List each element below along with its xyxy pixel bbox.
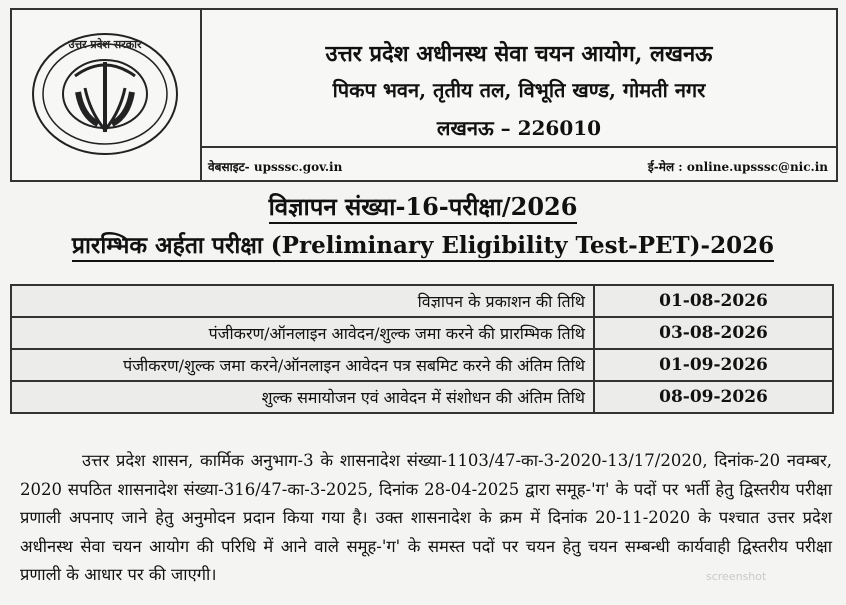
city-pincode: लखनऊ – 226010 [436, 116, 602, 140]
contact-strip [202, 146, 836, 180]
date-label: पंजीकरण/ऑनलाइन आवेदन/शुल्क जमा करने की प्रारम्भिक तिथि [11, 317, 594, 349]
watermark: screenshot [706, 570, 767, 583]
organization-name: उत्तर प्रदेश अधीनस्थ सेवा चयन आयोग, लखनऊ [325, 41, 713, 67]
date-label: शुल्क समायोजन एवं आवेदन में संशोधन की अंतिम तिथि [11, 381, 594, 413]
advertisement-number: विज्ञापन संख्या-16-परीक्षा/2026 [0, 190, 846, 223]
exam-title: प्रारम्भिक अर्हता परीक्षा (Preliminary Eligibility Test-PET)-2026 [0, 228, 846, 260]
table-row [11, 317, 833, 349]
table-row [11, 381, 833, 413]
table-row [11, 349, 833, 381]
date-value: 03-08-2026 [594, 317, 833, 349]
date-label: विज्ञापन के प्रकाशन की तिथि [11, 285, 594, 317]
date-value: 08-09-2026 [594, 381, 833, 413]
date-value: 01-09-2026 [594, 349, 833, 381]
address-line: पिकप भवन, तृतीय तल, विभूति खण्ड, गोमती नगर [332, 78, 706, 102]
table-row [11, 285, 833, 317]
notice-paragraph: उत्तर प्रदेश शासन, कार्मिक अनुभाग-3 के शासनादेश संख्या-1103/47-का-3-2020-13/17/2020, दिनांक-20 नवम्बर, 2020 सपठित शासनादेश संख्या-316/47-का-3-2025, दिनांक 28-04-2025 द्वारा समूह-'ग' के पदों पर भर्ती हेतु द्विस्तरीय परीक्षा प्रणाली अपनाए जाने हेतु अनुमोदन प्रदान किया गया है। उक्त शासनादेश के क्रम में दिनांक 20-11-2020 के पश्चात उत्तर प्रदेश अधीनस्थ सेवा चयन आयोग की परिधि में आने वाले समूह-'ग' के समस्त पदों पर चयन हेतु चयन सम्बन्धी कार्यवाही द्विस्तरीय परीक्षा प्रणाली के आधार पर की जाएगी। [20, 451, 832, 584]
up-government-emblem [30, 32, 180, 156]
email-link[interactable]: ई-मेल : online.upsssc@nic.in [647, 160, 828, 174]
logo-text: उत्तर प्रदेश सरकार [68, 38, 142, 51]
logo-cell [12, 10, 202, 180]
date-label: पंजीकरण/शुल्क जमा करने/ऑनलाइन आवेदन पत्र सबमिट करने की अंतिम तिथि [11, 349, 594, 381]
important-dates-table [10, 284, 834, 414]
website-link[interactable]: वेबसाइट- upsssc.gov.in [208, 160, 343, 174]
date-value: 01-08-2026 [594, 285, 833, 317]
letterhead [10, 8, 838, 182]
